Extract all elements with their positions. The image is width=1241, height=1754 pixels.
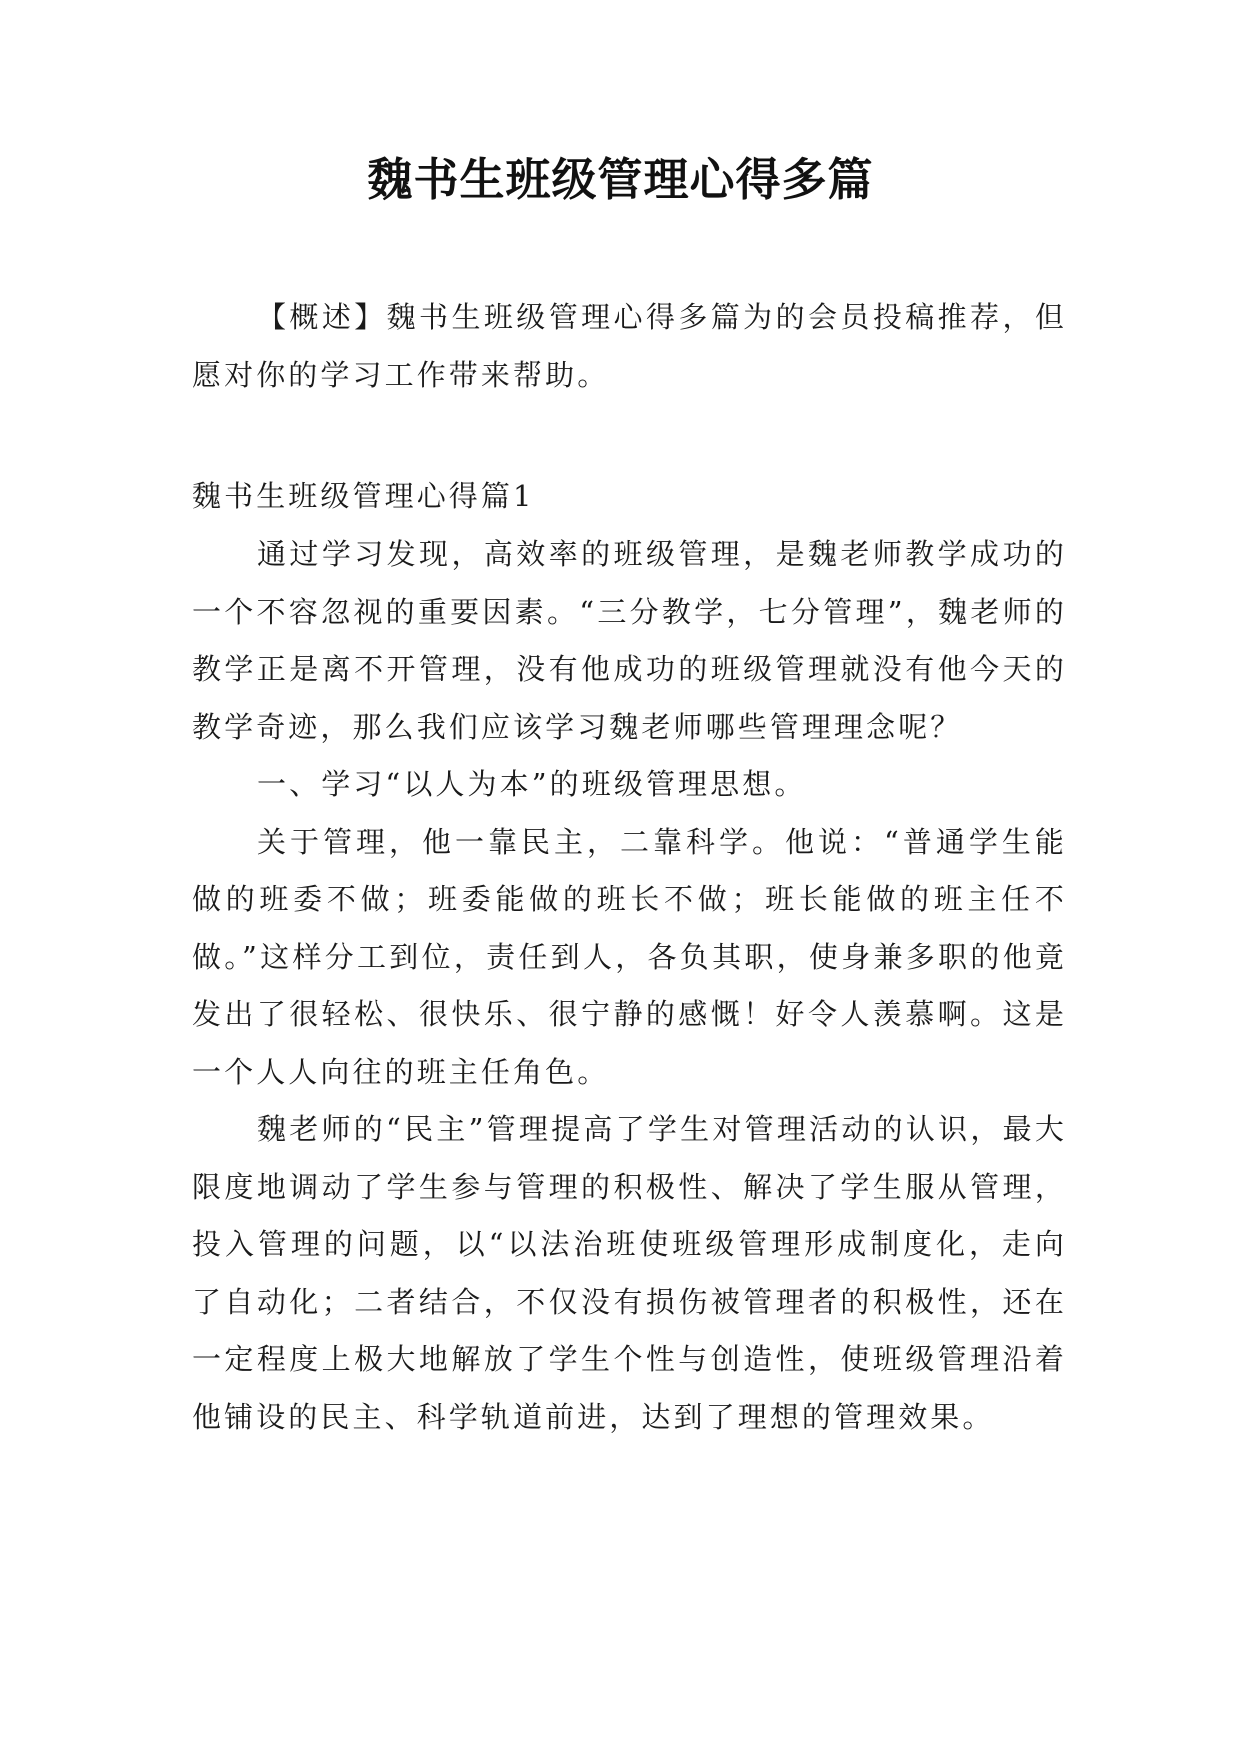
- paragraph-block: [192, 526, 1067, 1446]
- body-paragraph: 通过学习发现，高效率的班级管理，是魏老师教学成功的一个不容忽视的重要因素。“三分教学，七分管理”，魏老师的教学正是离不开管理，没有他成功的班级管理就没有他今天的教学奇迹，那么我们应该学习魏老师哪些管理理念呢？: [192, 537, 1067, 744]
- summary-paragraph: 【概述】魏书生班级管理心得多篇为的会员投稿推荐，但愿对你的学习工作带来帮助。: [192, 300, 1067, 392]
- section-heading: 魏书生班级管理心得篇1: [192, 479, 535, 513]
- document-title: 魏书生班级管理心得多篇: [367, 153, 874, 206]
- body-paragraph: 一、学习“以人为本”的班级管理思想。: [257, 767, 807, 801]
- body-paragraph: 魏老师的“民主”管理提高了学生对管理活动的认识，最大限度地调动了学生参与管理的积极性、解决了学生服从管理，投入管理的问题，以“以法治班使班级管理形成制度化，走向了自动化；二者结合，不仅没有损伤被管理者的积极性，还在一定程度上极大地解放了学生个性与创造性，使班级管理沿着他铺设的民主、科学轨道前进，达到了理想的管理效果。: [192, 1112, 1067, 1434]
- body-paragraph: 关于管理，他一靠民主，二靠科学。他说：“普通学生能做的班委不做；班委能做的班长不做；班长能做的班主任不做。”这样分工到位，责任到人，各负其职，使身兼多职的他竟发出了很轻松、很快乐、很宁静的感慨！好令人羡慕啊。这是一个人人向往的班主任角色。: [192, 824, 1067, 1089]
